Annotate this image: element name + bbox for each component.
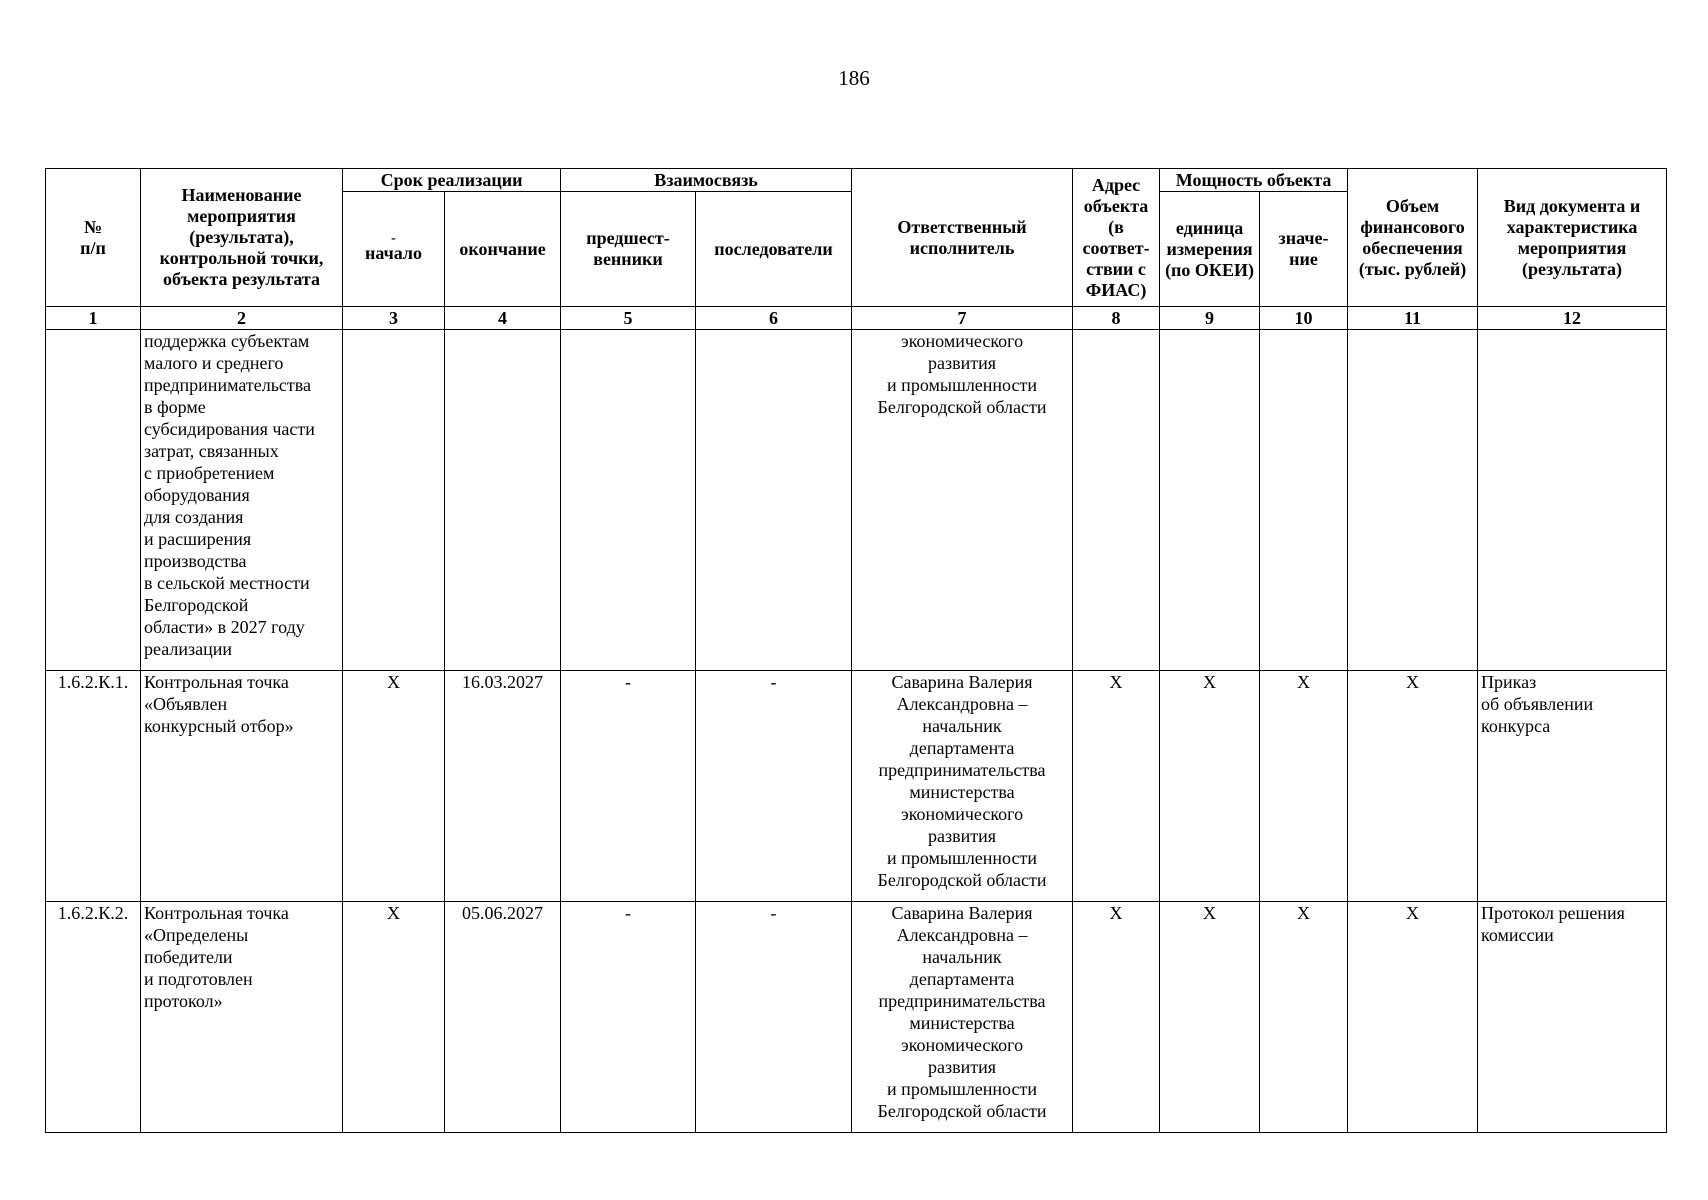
row-responsible: Саварина Валерия Александровна – начальник департамента предпринимательства министерства экономического развития и промышленности Белгородской области	[852, 902, 1073, 1133]
column-number: 6	[696, 307, 852, 330]
column-number: 1	[46, 307, 141, 330]
header-responsible: Ответственный исполнитель	[852, 169, 1073, 307]
row-end: 16.03.2027	[445, 671, 561, 902]
column-number: 4	[445, 307, 561, 330]
row-name: Контрольная точка «Объявлен конкурсный отбор»	[141, 671, 343, 902]
table-row-checkpoint-1	[46, 671, 1667, 902]
header-start: начало	[364, 242, 423, 263]
row-no	[46, 330, 141, 671]
implementation-plan-table	[45, 168, 1667, 1133]
row-finance: X	[1348, 902, 1478, 1133]
header-address: Адрес объекта (в соответ- ствии с ФИАС)	[1073, 169, 1160, 307]
row-start: X	[343, 902, 445, 1133]
row-no: 1.6.2.К.2.	[46, 902, 141, 1133]
row-value	[1260, 330, 1348, 671]
column-number: 2	[141, 307, 343, 330]
row-responsible: экономического развития и промышленности Белгородской области	[852, 330, 1073, 671]
header-predecessors: предшест- венники	[561, 192, 696, 307]
column-number: 8	[1073, 307, 1160, 330]
row-no: 1.6.2.К.1.	[46, 671, 141, 902]
header-no: № п/п	[46, 169, 141, 307]
row-value: X	[1260, 671, 1348, 902]
row-end	[445, 330, 561, 671]
header-start-mark: -	[391, 230, 396, 246]
row-end: 05.06.2027	[445, 902, 561, 1133]
row-finance	[1348, 330, 1478, 671]
row-predecessors	[561, 330, 696, 671]
column-number: 7	[852, 307, 1073, 330]
header-start-cell	[343, 192, 445, 307]
row-successors: -	[696, 671, 852, 902]
row-predecessors: -	[561, 671, 696, 902]
row-successors: -	[696, 902, 852, 1133]
row-unit: X	[1160, 671, 1260, 902]
row-predecessors: -	[561, 902, 696, 1133]
column-number: 3	[343, 307, 445, 330]
header-relation: Взаимосвязь	[561, 169, 852, 192]
row-address: X	[1073, 671, 1160, 902]
column-number: 9	[1160, 307, 1260, 330]
row-doc	[1478, 330, 1667, 671]
column-number: 5	[561, 307, 696, 330]
row-doc: Протокол решения комиссии	[1478, 902, 1667, 1133]
row-responsible: Саварина Валерия Александровна – начальник департамента предпринимательства министерства экономического развития и промышленности Белгородской области	[852, 671, 1073, 902]
column-number: 10	[1260, 307, 1348, 330]
column-number-row	[46, 307, 1667, 330]
page-number: 186	[838, 66, 870, 90]
row-unit: X	[1160, 902, 1260, 1133]
header-finance: Объем финансового обеспечения (тыс. рублей)	[1348, 169, 1478, 307]
row-address	[1073, 330, 1160, 671]
row-start: X	[343, 671, 445, 902]
column-number: 12	[1478, 307, 1667, 330]
row-unit	[1160, 330, 1260, 671]
row-finance: X	[1348, 671, 1478, 902]
header-capacity: Мощность объекта	[1160, 169, 1348, 192]
header-row-top	[46, 169, 1667, 192]
header-unit: единица измерения (по ОКЕИ)	[1160, 192, 1260, 307]
row-name: поддержка субъектам малого и среднего предпринимательства в форме субсидирования части затрат, связанных с приобретением оборудования для создания и расширения производства в сельской местности Белгородской области» в 2027 году реализации	[141, 330, 343, 671]
header-successors: последователи	[696, 192, 852, 307]
header-end: окончание	[445, 192, 561, 307]
header-doc-type: Вид документа и характеристика мероприятия (результата)	[1478, 169, 1667, 307]
row-start	[343, 330, 445, 671]
row-doc: Приказ об объявлении конкурса	[1478, 671, 1667, 902]
row-name: Контрольная точка «Определены победители и подготовлен протокол»	[141, 902, 343, 1133]
header-value: значе- ние	[1260, 192, 1348, 307]
column-number: 11	[1348, 307, 1478, 330]
row-address: X	[1073, 902, 1160, 1133]
table-row-checkpoint-2	[46, 902, 1667, 1133]
row-successors	[696, 330, 852, 671]
table-row-continuation	[46, 330, 1667, 671]
header-period: Срок реализации	[343, 169, 561, 192]
header-name: Наименование мероприятия (результата), контрольной точки, объекта результата	[141, 169, 343, 307]
row-value: X	[1260, 902, 1348, 1133]
